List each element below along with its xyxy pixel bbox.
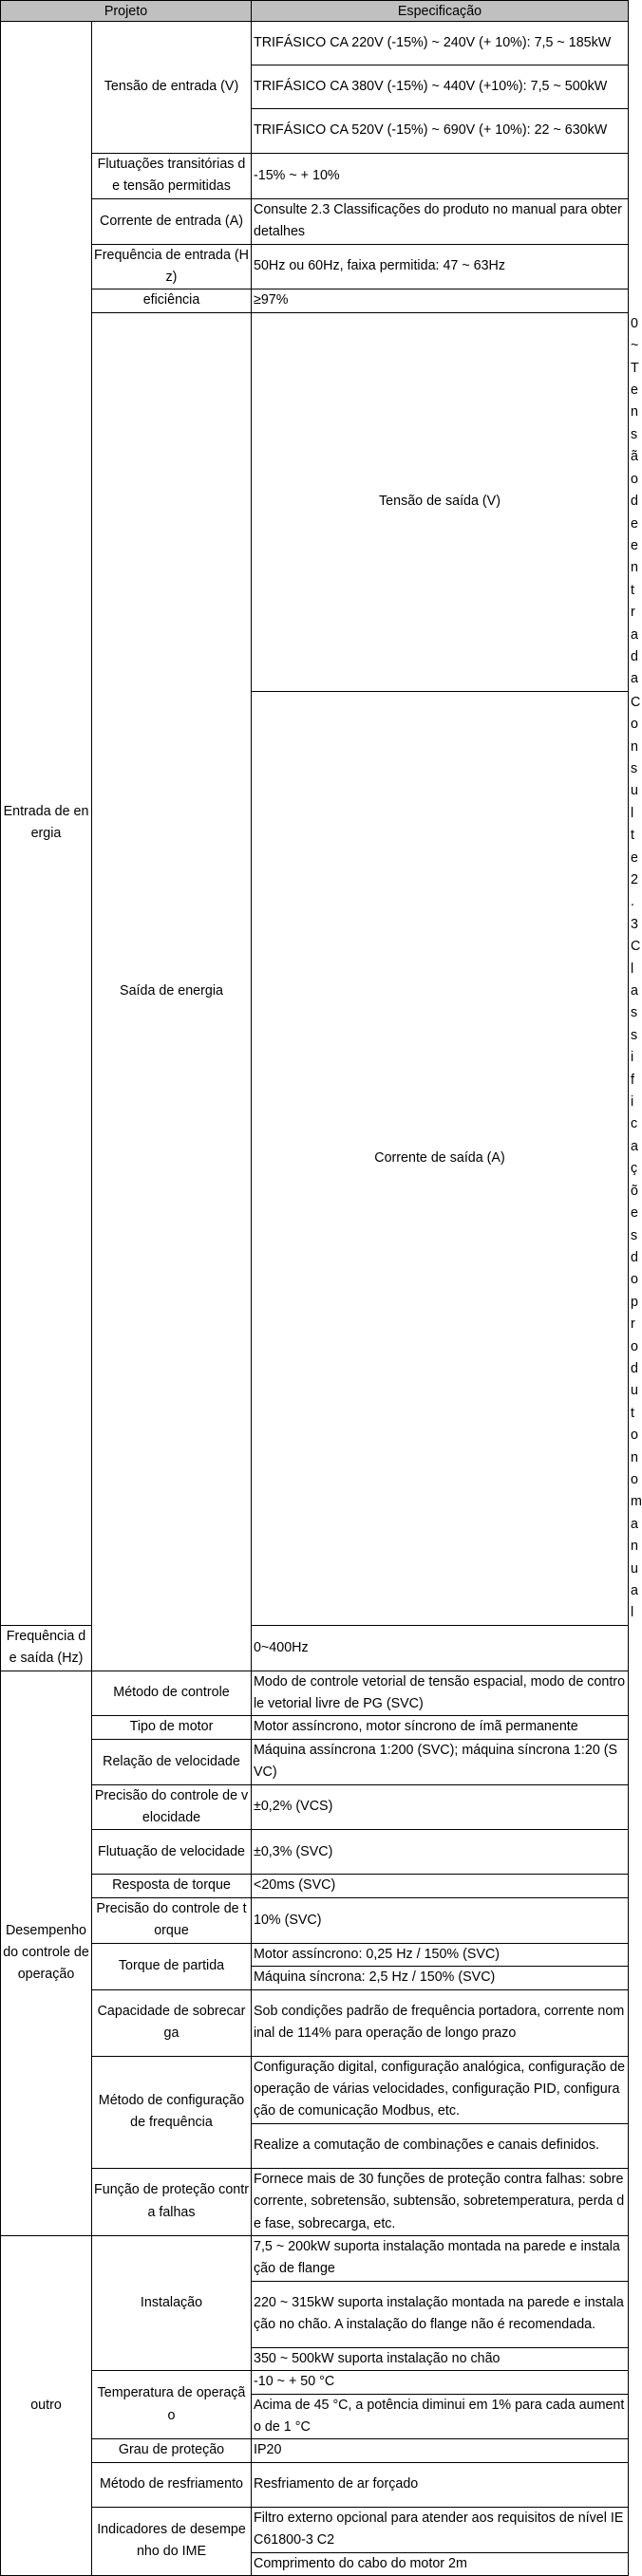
item-input-frequency: Frequência de entrada (Hz) bbox=[92, 244, 252, 289]
group-power-output: Saída de energia bbox=[92, 312, 252, 1671]
item-cooling-method: Método de resfriamento bbox=[92, 2462, 252, 2507]
table-row: Saída de energia Tensão de saída (V) 0 ~ Tensão de entrada bbox=[1, 312, 629, 691]
table-row bbox=[1, 1989, 629, 2056]
spec-cell: ±0,3% (SVC) bbox=[252, 1830, 629, 1875]
item-operating-temperature: Temperatura de operação bbox=[92, 2371, 252, 2439]
spec-cell: TRIFÁSICO CA 380V (-15%) ~ 440V (+10%): 7,5 ~ 500kW bbox=[252, 65, 629, 109]
spec-cell: Acima de 45 °C, a potência diminui em 1% para cada aumento de 1 °C bbox=[252, 2394, 629, 2439]
item-speed-fluctuation: Flutuação de velocidade bbox=[92, 1830, 252, 1875]
table-row bbox=[1, 2439, 629, 2462]
spec-cell: <20ms (SVC) bbox=[252, 1875, 629, 1897]
spec-cell: 7,5 ~ 200kW suporta instalação montada na parede e instalação de flange bbox=[252, 2235, 629, 2281]
spec-cell: 50Hz ou 60Hz, faixa permitida: 47 ~ 63Hz bbox=[252, 244, 629, 289]
item-efficiency: eficiência bbox=[92, 289, 252, 312]
item-starting-torque: Torque de partida bbox=[92, 1943, 252, 1989]
header-specification: Especificação bbox=[252, 1, 629, 22]
item-output-frequency: Frequência de saída (Hz) bbox=[1, 1625, 92, 1671]
header-project: Projeto bbox=[1, 1, 252, 22]
spec-cell: Filtro externo opcional para atender aos requisitos de nível IEC61800-3 C2 bbox=[252, 2507, 629, 2552]
item-output-voltage: Tensão de saída (V) bbox=[252, 312, 629, 691]
item-input-voltage: Tensão de entrada (V) bbox=[92, 22, 252, 154]
table-row bbox=[1, 22, 629, 65]
item-speed-accuracy: Precisão do controle de velocidade bbox=[92, 1784, 252, 1830]
table-row bbox=[1, 1716, 629, 1739]
spec-cell: Máquina assíncrona 1:200 (SVC); máquina síncrona 1:20 (SVC) bbox=[252, 1739, 629, 1784]
table-row bbox=[1, 244, 629, 289]
table-row bbox=[1, 1875, 629, 1897]
table-row bbox=[1, 154, 629, 199]
table-row bbox=[1, 2168, 629, 2235]
spec-cell: Fornece mais de 30 funções de proteção contra falhas: sobrecorrente, sobretensão, subtensão, sobretemperatura, perda de fase, sobrecarga, etc. bbox=[252, 2168, 629, 2235]
item-torque-response: Resposta de torque bbox=[92, 1875, 252, 1897]
table-row bbox=[1, 1784, 629, 1830]
spec-cell: Consulte 2.3 Classificações do produto no manual para obter detalhes bbox=[252, 198, 629, 244]
spec-cell: ≥97% bbox=[252, 289, 629, 312]
spec-cell: TRIFÁSICO CA 520V (-15%) ~ 690V (+ 10%): 22 ~ 630kW bbox=[252, 109, 629, 154]
group-other: outro bbox=[1, 2235, 92, 2575]
item-torque-accuracy: Precisão do controle de torque bbox=[92, 1897, 252, 1943]
spec-cell: IP20 bbox=[252, 2439, 629, 2462]
spec-cell: 10% (SVC) bbox=[252, 1897, 629, 1943]
spec-cell: Motor assíncrono: 0,25 Hz / 150% (SVC) bbox=[252, 1943, 629, 1966]
spec-cell: Configuração digital, configuração analógica, configuração de operação de várias velocidades, configuração PID, configuração de comunicação Modbus, etc. bbox=[252, 2056, 629, 2123]
spec-cell: -10 ~ + 50 °C bbox=[252, 2371, 629, 2394]
spec-cell: Motor assíncrono, motor síncrono de ímã permanente bbox=[252, 1716, 629, 1739]
table-row bbox=[1, 1671, 629, 1716]
item-fault-protection: Função de proteção contra falhas bbox=[92, 2168, 252, 2235]
table-row bbox=[1, 2235, 629, 2281]
item-speed-ratio: Relação de velocidade bbox=[92, 1739, 252, 1784]
spec-cell: Máquina síncrona: 2,5 Hz / 150% (SVC) bbox=[252, 1967, 629, 1989]
item-motor-type: Tipo de motor bbox=[92, 1716, 252, 1739]
table-row bbox=[1, 1739, 629, 1784]
header-row bbox=[1, 1, 629, 22]
spec-cell: Sob condições padrão de frequência portadora, corrente nominal de 114% para operação de longo prazo bbox=[252, 1989, 629, 2056]
item-control-method: Método de controle bbox=[92, 1671, 252, 1716]
group-power-input: Entrada de energia bbox=[1, 22, 92, 1626]
table-row bbox=[1, 2371, 629, 2394]
spec-cell: 0~400Hz bbox=[252, 1625, 629, 1671]
spec-cell: Modo de controle vetorial de tensão espacial, modo de controle vetorial livre de PG (SVC) bbox=[252, 1671, 629, 1716]
table-row bbox=[1, 1830, 629, 1875]
item-protection-grade: Grau de proteção bbox=[92, 2439, 252, 2462]
spec-cell: ±0,2% (VCS) bbox=[252, 1784, 629, 1830]
item-output-current: Corrente de saída (A) bbox=[252, 691, 629, 1625]
spec-cell: Comprimento do cabo do motor 2m bbox=[252, 2552, 629, 2575]
table-row bbox=[1, 1897, 629, 1943]
item-frequency-setting: Método de configuração de frequência bbox=[92, 2056, 252, 2168]
item-overload-capacity: Capacidade de sobrecarga bbox=[92, 1989, 252, 2056]
item-installation: Instalação bbox=[92, 2235, 252, 2370]
spec-cell: Resfriamento de ar forçado bbox=[252, 2462, 629, 2507]
table-row bbox=[1, 2462, 629, 2507]
table-row: Corrente de saída (A) Consulte 2.3 Classificações do produto no manual bbox=[1, 691, 629, 1625]
spec-cell: 350 ~ 500kW suporta instalação no chão bbox=[252, 2347, 629, 2370]
table-row bbox=[1, 2056, 629, 2123]
spec-cell: 220 ~ 315kW suporta instalação montada na parede e instalação no chão. A instalação do flange não é recomendada. bbox=[252, 2281, 629, 2347]
spec-cell: Realize a comutação de combinações e canais definidos. bbox=[252, 2123, 629, 2168]
item-transient-fluctuation: Flutuações transitórias de tensão permitidas bbox=[92, 154, 252, 199]
table-row bbox=[1, 198, 629, 244]
spec-cell: -15% ~ + 10% bbox=[252, 154, 629, 199]
item-input-current: Corrente de entrada (A) bbox=[92, 198, 252, 244]
spec-cell: TRIFÁSICO CA 220V (-15%) ~ 240V (+ 10%): 7,5 ~ 185kW bbox=[252, 22, 629, 65]
table-row bbox=[1, 289, 629, 312]
item-emc-indicators: Indicadores de desempenho do IME bbox=[92, 2507, 252, 2575]
group-control-performance: Desempenho do controle de operação bbox=[1, 1671, 92, 2235]
table-row bbox=[1, 1943, 629, 1966]
table-row bbox=[1, 2507, 629, 2552]
